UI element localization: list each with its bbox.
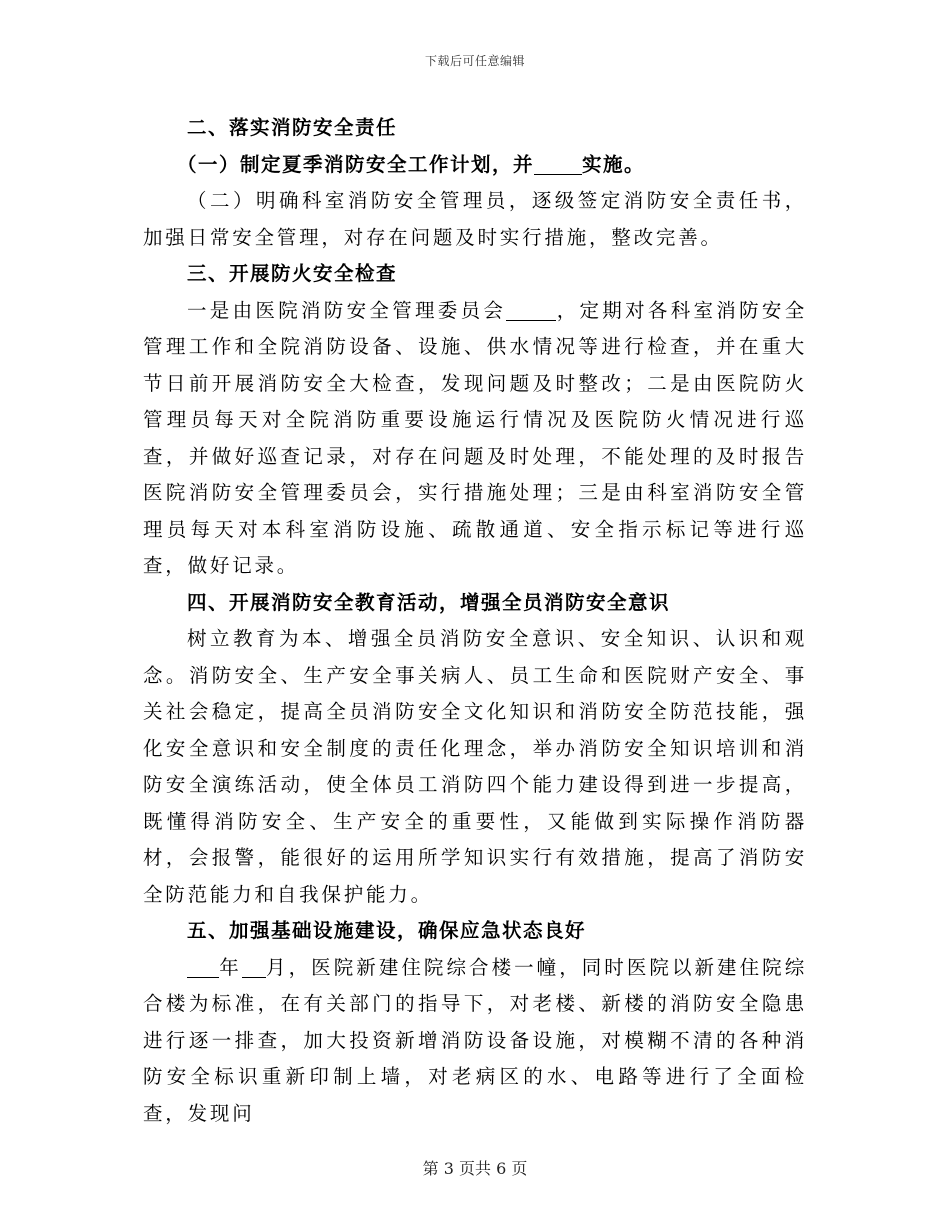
fill-in-blank [506, 298, 556, 321]
subsection-paragraph-2: （二）明确科室消防安全管理员，逐级签定消防安全责任书，加强日常安全管理，对存在问题及时实行措施，整改完善。 [143, 189, 807, 249]
subsection-1-text-before: （一）制定夏季消防安全工作计划，并 [177, 152, 535, 176]
subsection-1-text-after: 实施。 [582, 152, 646, 176]
subsection-heading-1 [143, 147, 807, 184]
page-number-footer: 第 3 页共 6 页 [422, 1159, 528, 1178]
document-body [143, 110, 807, 1132]
section-3-text-before: 一是由医院消防安全管理委员会 [187, 298, 507, 322]
page-header-note: 下载后可任意编辑 [424, 54, 525, 68]
fill-in-blank [187, 955, 219, 978]
section-5-paragraph [143, 950, 807, 1133]
section-3-paragraph [143, 293, 807, 585]
section-heading-2: 二、落实消防安全责任 [187, 116, 398, 139]
section-heading-3: 三、开展防火安全检查 [187, 262, 398, 285]
section-3-text-after: ，定期对各科室消防安全管理工作和全院消防设备、设施、供水情况等进行检查，并在重大节日前开展消防安全大检查，发现问题及时整改；二是由医院防火管理员每天对全院消防重要设施运行情况及医院防火情况进行巡查，并做好巡查记录，对存在问题及时处理，不能处理的及时报告医院消防安全管理委员会，实行措施处理；三是由科室消防安全管理员每天对本科室消防设施、疏散通道、安全指示标记等进行巡查，做好记录。 [143, 298, 807, 577]
section-4-paragraph: 树立教育为本、增强全员消防安全意识、安全知识、认识和观念。消防安全、生产安全事关病人、员工生命和医院财产安全、事关社会稳定，提高全员消防安全文化知识和消防安全防范技能，强化安全意识和安全制度的责任化理念，举办消防安全知识培训和消防安全演练活动，使全体员工消防四个能力建设得到进一步提高，既懂得消防安全、生产安全的重要性，又能做到实际操作消防器材，会报警，能很好的运用所学知识实行有效措施，提高了消防安全防范能力和自我保护能力。 [143, 627, 807, 906]
section-5-month: 月 [265, 955, 289, 979]
section-heading-4: 四、开展消防安全教育活动，增强全员消防安全意识 [187, 590, 671, 614]
section-5-year: 年 [219, 955, 242, 979]
section-heading-5: 五、加强基础设施建设，确保应急状态良好 [187, 919, 587, 942]
fill-in-blank [534, 152, 582, 175]
section-5-text: ，医院新建住院综合楼一幢，同时医院以新建住院综合楼为标准，在有关部门的指导下，对老楼、新楼的消防安全隐患进行逐一排查，加大投资新增消防设备设施，对模糊不清的各种消防安全标识重新印制上墙，对老病区的水、电路等进行了全面检查，发现问 [143, 955, 807, 1125]
fill-in-blank [242, 955, 266, 978]
